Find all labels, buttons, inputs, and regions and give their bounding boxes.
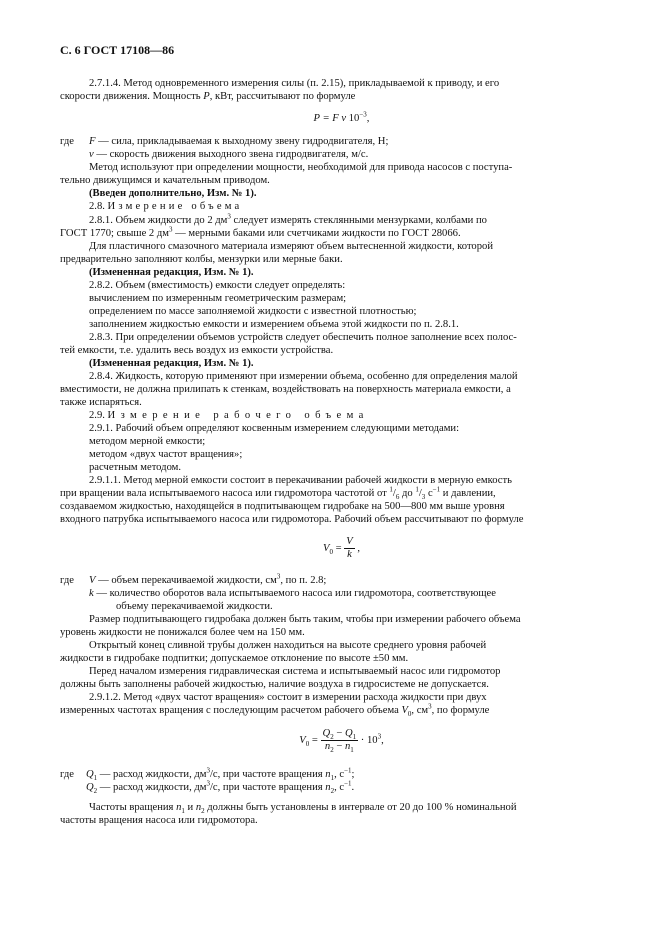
p281-line-4: предварительно заполняют колбы, мензурки или мерные баки. [60, 254, 343, 265]
power-note-line-1: Метод используют при определении мощности, необходимой для привода насосов с поступа- [89, 162, 513, 173]
legend-q2: $Q_2$ — расход жидкости, $дм^3/с$, при частоте вращения $n_2$, $с^{-1}$. [86, 779, 355, 796]
p282-line-2: вычислением по измеренным геометрическим размерам; [89, 293, 347, 304]
legend-q1: $Q_1$ — расход жидкости, $дм^3/с$, при частоте вращения $n_1$, $с^{-1}$; [86, 766, 355, 783]
section-heading-working-volume: 2.9. Измерение рабочего объема [89, 410, 369, 421]
p2911-line-3: создаваемом жидкостью, находящейся в подпитывающем гидробаке на 500—800 мм выше уровня [60, 501, 505, 512]
p2911-line-4: входного патрубка испытываемого насоса или гидромотора. Рабочий объем рассчитывают по формуле [60, 514, 524, 525]
pipe-line-2: жидкости в гидробаке подпитки; допускаемое отклонение по высоте ±50 мм. [60, 653, 409, 664]
legend-v-volume: V — объем перекачиваемой жидкости, $см^3$, по п. 2.8; [89, 572, 327, 586]
p291-line-1: 2.9.1. Рабочий объем определяют косвенным измерением следующими методами: [89, 423, 460, 434]
fill-line-1: Перед началом измерения гидравлическая система и испытываемый насос или гидромотор [89, 666, 501, 677]
two-frequency-formula: $V_0$ = $\frac{Q_2 - Q_1}{n_2 - n_1}$ · $10^3$, [299, 728, 384, 755]
where-label-3: где [60, 769, 74, 780]
p2911-line-1: 2.9.1.1. Метод мерной емкости состоит в перекачивании рабочей жидкости в мерную емкость [89, 475, 512, 486]
legend-v: v — скорость движения выходного звена гидродвигателя, м/с. [89, 149, 369, 160]
p284-line-1: 2.8.4. Жидкость, которую применяют при измерении объема, особенно для определения малой [89, 371, 518, 382]
volume-formula: $V_0$ = $\frac{V}{k}$ , [322, 536, 361, 560]
p2912-line-1: 2.9.1.2. Метод «двух частот вращения» состоит в измерении расхода жидкости при двух [89, 692, 487, 703]
freq-line-2: частоты вращения насоса или гидромотора. [60, 815, 258, 826]
power-formula: P = F v $10^{-3}$, [313, 110, 370, 124]
section-heading-volume: 2.8. Измерение объема [89, 201, 243, 212]
p284-line-2: вместимости, не должна прилипать к стенкам, воздействовать на поверхность материала емкости, а [60, 384, 511, 395]
legend-k-cont: объему перекачиваемой жидкости. [116, 601, 273, 612]
p281-line-3: Для пластичного смазочного материала измеряют объем вытесненной жидкости, которой [89, 241, 493, 252]
where-label: где [60, 136, 74, 147]
p283-line-2: тей емкости, т.е. удалить весь воздух из емкости устройства. [60, 345, 334, 356]
power-note-line-2: тельно движущимся и качательным приводом. [60, 175, 270, 186]
p2911-line-2: при вращении вала испытываемого насоса или гидромотора частотой от $^1/_6$ до $^1/_3$ $с^{-1}$ и давлении, [60, 485, 496, 502]
p281-line-1: 2.8.1. Объем жидкости до 2 $дм^3$ следует измерять стеклянными мензурками, колбами по [89, 212, 487, 226]
freq-line-1: Частоты вращения $n_1$ и $n_2$ должны быть установлены в интервале от 20 до 100 % номинальной [89, 802, 517, 816]
p282-line-1: 2.8.2. Объем (вместимость) емкости следует определять: [89, 280, 346, 291]
where-label-2: где [60, 575, 74, 586]
revised-note-2: (Измененная редакция, Изм. № 1). [89, 358, 254, 369]
revised-note-1: (Измененная редакция, Изм. № 1). [89, 267, 254, 278]
added-note: (Введен дополнительно, Изм. № 1). [89, 188, 257, 199]
legend-k: k — количество оборотов вала испытываемого насоса или гидромотора, соответствующее [89, 588, 496, 599]
power-intro-line-1: 2.7.1.4. Метод одновременного измерения силы (п. 2.15), прикладываемой к приводу, и его [89, 78, 500, 89]
p291-line-3: методом «двух частот вращения»; [89, 449, 243, 460]
power-intro-line-2: скорости движения. Мощность P, кВт, рассчитывают по формуле [60, 91, 356, 102]
p284-line-3: также испаряться. [60, 397, 142, 408]
pipe-line-1: Открытый конец сливной трубы должен находиться на высоте среднего уровня рабочей [89, 640, 487, 651]
page-header: С. 6 ГОСТ 17108—86 [60, 43, 175, 57]
p291-line-4: расчетным методом. [89, 462, 182, 473]
fill-line-2: должны быть заполнены рабочей жидкостью, наличие воздуха в гидросистеме не допускается. [60, 679, 489, 690]
p2912-line-2: измеренных частотах вращения с последующим расчетом рабочего объема $V_0$, $см^3$, по формуле [60, 702, 490, 719]
tank-line-1: Размер подпитывающего гидробака должен быть таким, чтобы при измерении рабочего объема [89, 614, 521, 625]
p291-line-2: методом мерной емкости; [89, 436, 206, 447]
p282-line-4: заполнением жидкостью емкости и измерением объема этой жидкости по п. 2.8.1. [89, 319, 459, 330]
p283-line-1: 2.8.3. При определении объемов устройств следует обеспечить полное заполнение всех полос- [89, 332, 517, 343]
p282-line-3: определением по массе заполняемой жидкости с известной плотностью; [89, 306, 417, 317]
tank-line-2: уровень жидкости не понижался более чем на 150 мм. [60, 627, 305, 638]
legend-f: F — сила, прикладываемая к выходному звену гидродвигателя, Н; [89, 136, 389, 147]
p281-line-2: ГОСТ 1770; свыше 2 $дм^3$ — мерными баками или счетчиками жидкости по ГОСТ 28066. [60, 225, 461, 239]
